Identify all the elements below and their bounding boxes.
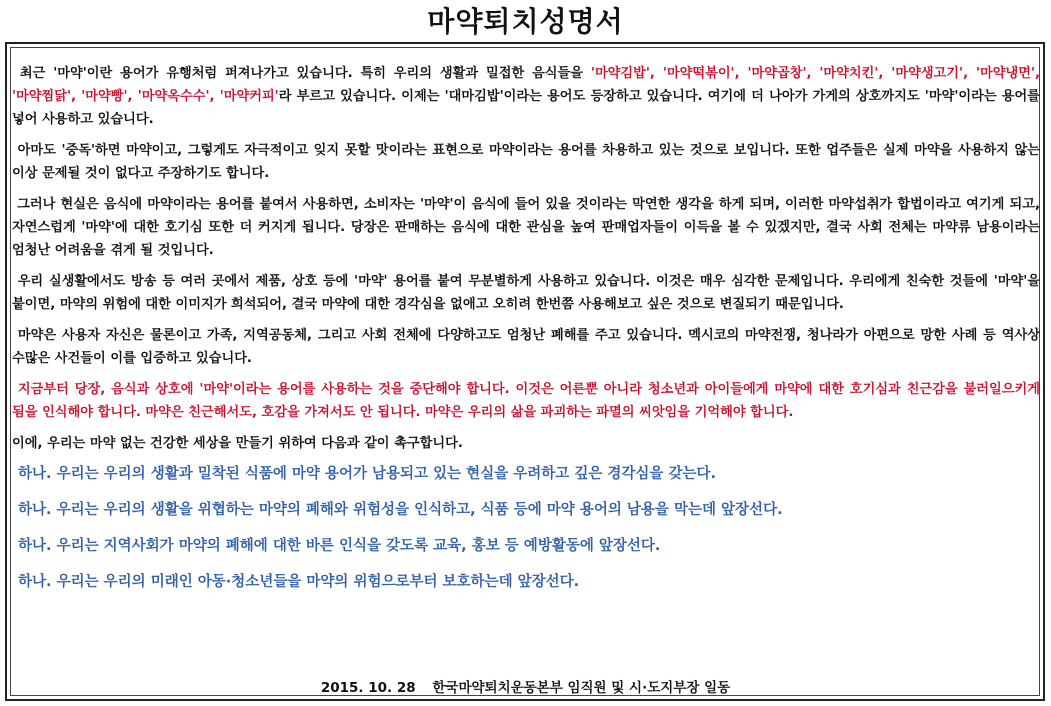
signing-organization: 한국마약퇴치운동본부 임직원 및 시·도지부장 일동 bbox=[432, 680, 731, 696]
pledge-item: 하나. 우리는 우리의 생활을 위협하는 마약의 폐해와 위험성을 인식하고, 식품 등에 마약 용어의 남용을 막는데 앞장선다. bbox=[18, 502, 783, 518]
pledge-item: 하나. 우리는 우리의 미래인 아동·청소년들을 마약의 위험으로부터 보호하는데 앞장선다. bbox=[18, 574, 580, 590]
paragraph-reality-text: 그러나 현실은 음식에 마약이라는 용어를 붙여서 사용하면, 소비자는 '마약'이 음식에 들어 있을 것이라는 막연한 생각을 하게 되며, 이러한 마약섭취가 합법이라고 여기게 되고, 자연스럽게 '마약'에 대한 호기심 또한 더 커지게 됩니다. 당장은 판매하는 음식에 대한 관심을 높여 판매업자들이 이득을 볼 수 있겠지만, 결국 사회 전체는 마약류 남용이라는 엄청난 어려움을 겪게 될 것입니다. bbox=[12, 197, 1040, 258]
pledge-item: 하나. 우리는 우리의 생활과 밀착된 식품에 마약 용어가 남용되고 있는 현실을 우려하고 깊은 경각심을 갖는다. bbox=[18, 466, 716, 482]
paragraph-daily-life-text: 우리 실생활에서도 방송 등 여러 곳에서 제품, 상호 등에 '마약' 용어를 붙여 무분별하게 사용하고 있습니다. 이것은 매우 심각한 문제입니다. 우리에게 친숙한 것들에 '마약'을 붙이면, 마약의 위험에 대한 이미지가 희석되어, 결국 마약에 대한 경각심을 없애고 오히려 한번쯤 사용해보고 싶은 것으로 변질되기 때문입니다. bbox=[12, 274, 1040, 312]
paragraph-intro-text-a: 최근 '마약'이란 용어가 유행처럼 퍼져나가고 있습니다. 특히 우리의 생활과 밀접한 음식들을 bbox=[19, 66, 591, 81]
title-bar bbox=[0, 0, 1051, 40]
paragraph-urge bbox=[12, 432, 1040, 455]
paragraph-addiction-text: 아마도 '중독'하면 마약이고, 그렇게도 자극적이고 잊지 못할 맛이라는 표현으로 마약이라는 용어를 차용하고 있는 것으로 보입니다. 또한 업주들은 실제 마약을 사용하지 않는 이상 문제될 것이 없다고 주장하기도 합니다. bbox=[12, 143, 1041, 181]
paragraph-intro-text-b: 라 부르고 있습니다. 이제는 '대마김밥'이라는 용어도 등장하고 있습니다. 여기에 더 나아가 가게의 상호까지도 '마약'이라는 용어를 넣어 사용하고 있습니다. bbox=[12, 89, 1040, 127]
paragraph-call-to-stop-text: 지금부터 당장, 음식과 상호에 '마약'이라는 용어를 사용하는 것을 중단해야 합니다. 이것은 어른뿐 아니라 청소년과 아이들에게 마약에 대한 호기심과 친근감을 불러일으키게 됨을 인식해야 합니다. 마약은 친근해서도, 호감을 가져서도 안 됩니다. 마약은 우리의 삶을 파괴하는 파멸의 씨앗임을 기억해야 합니다. bbox=[12, 382, 1041, 420]
statement-date: 2015. 10. 28 bbox=[320, 680, 416, 696]
page-title: 마약퇴치성명서 bbox=[427, 5, 624, 38]
pledge-item: 하나. 우리는 지역사회가 마약의 폐해에 대한 바른 인식을 갖도록 교육, 홍보 등 예방활동에 앞장선다. bbox=[18, 538, 661, 554]
paragraph-intro bbox=[12, 62, 1040, 131]
statement-body bbox=[12, 62, 1040, 607]
paragraph-urge-text: 이에, 우리는 마약 없는 건강한 세상을 만들기 위하여 다음과 같이 촉구합니다. bbox=[12, 436, 463, 451]
food-names-highlight: '마약김밥', '마약떡볶이', '마약곱창', '마약치킨', '마약생고기', '마약냉면', '마약찜닭', '마약빵', '마약옥수수', '마약커피' bbox=[12, 66, 1040, 104]
paragraph-daily-life bbox=[12, 270, 1040, 316]
paragraph-harm bbox=[12, 324, 1040, 370]
paragraph-harm-text: 마약은 사용자 자신은 물론이고 가족, 지역공동체, 그리고 사회 전체에 다양하고도 엄청난 폐해를 주고 있습니다. 멕시코의 마약전쟁, 청나라가 아편으로 망한 사례 등 역사상 수많은 사건들이 이를 입증하고 있습니다. bbox=[12, 328, 1041, 366]
paragraph-reality bbox=[12, 193, 1040, 262]
signature-line bbox=[0, 676, 1051, 696]
paragraph-addiction bbox=[12, 139, 1040, 185]
paragraph-call-to-stop bbox=[12, 378, 1040, 424]
